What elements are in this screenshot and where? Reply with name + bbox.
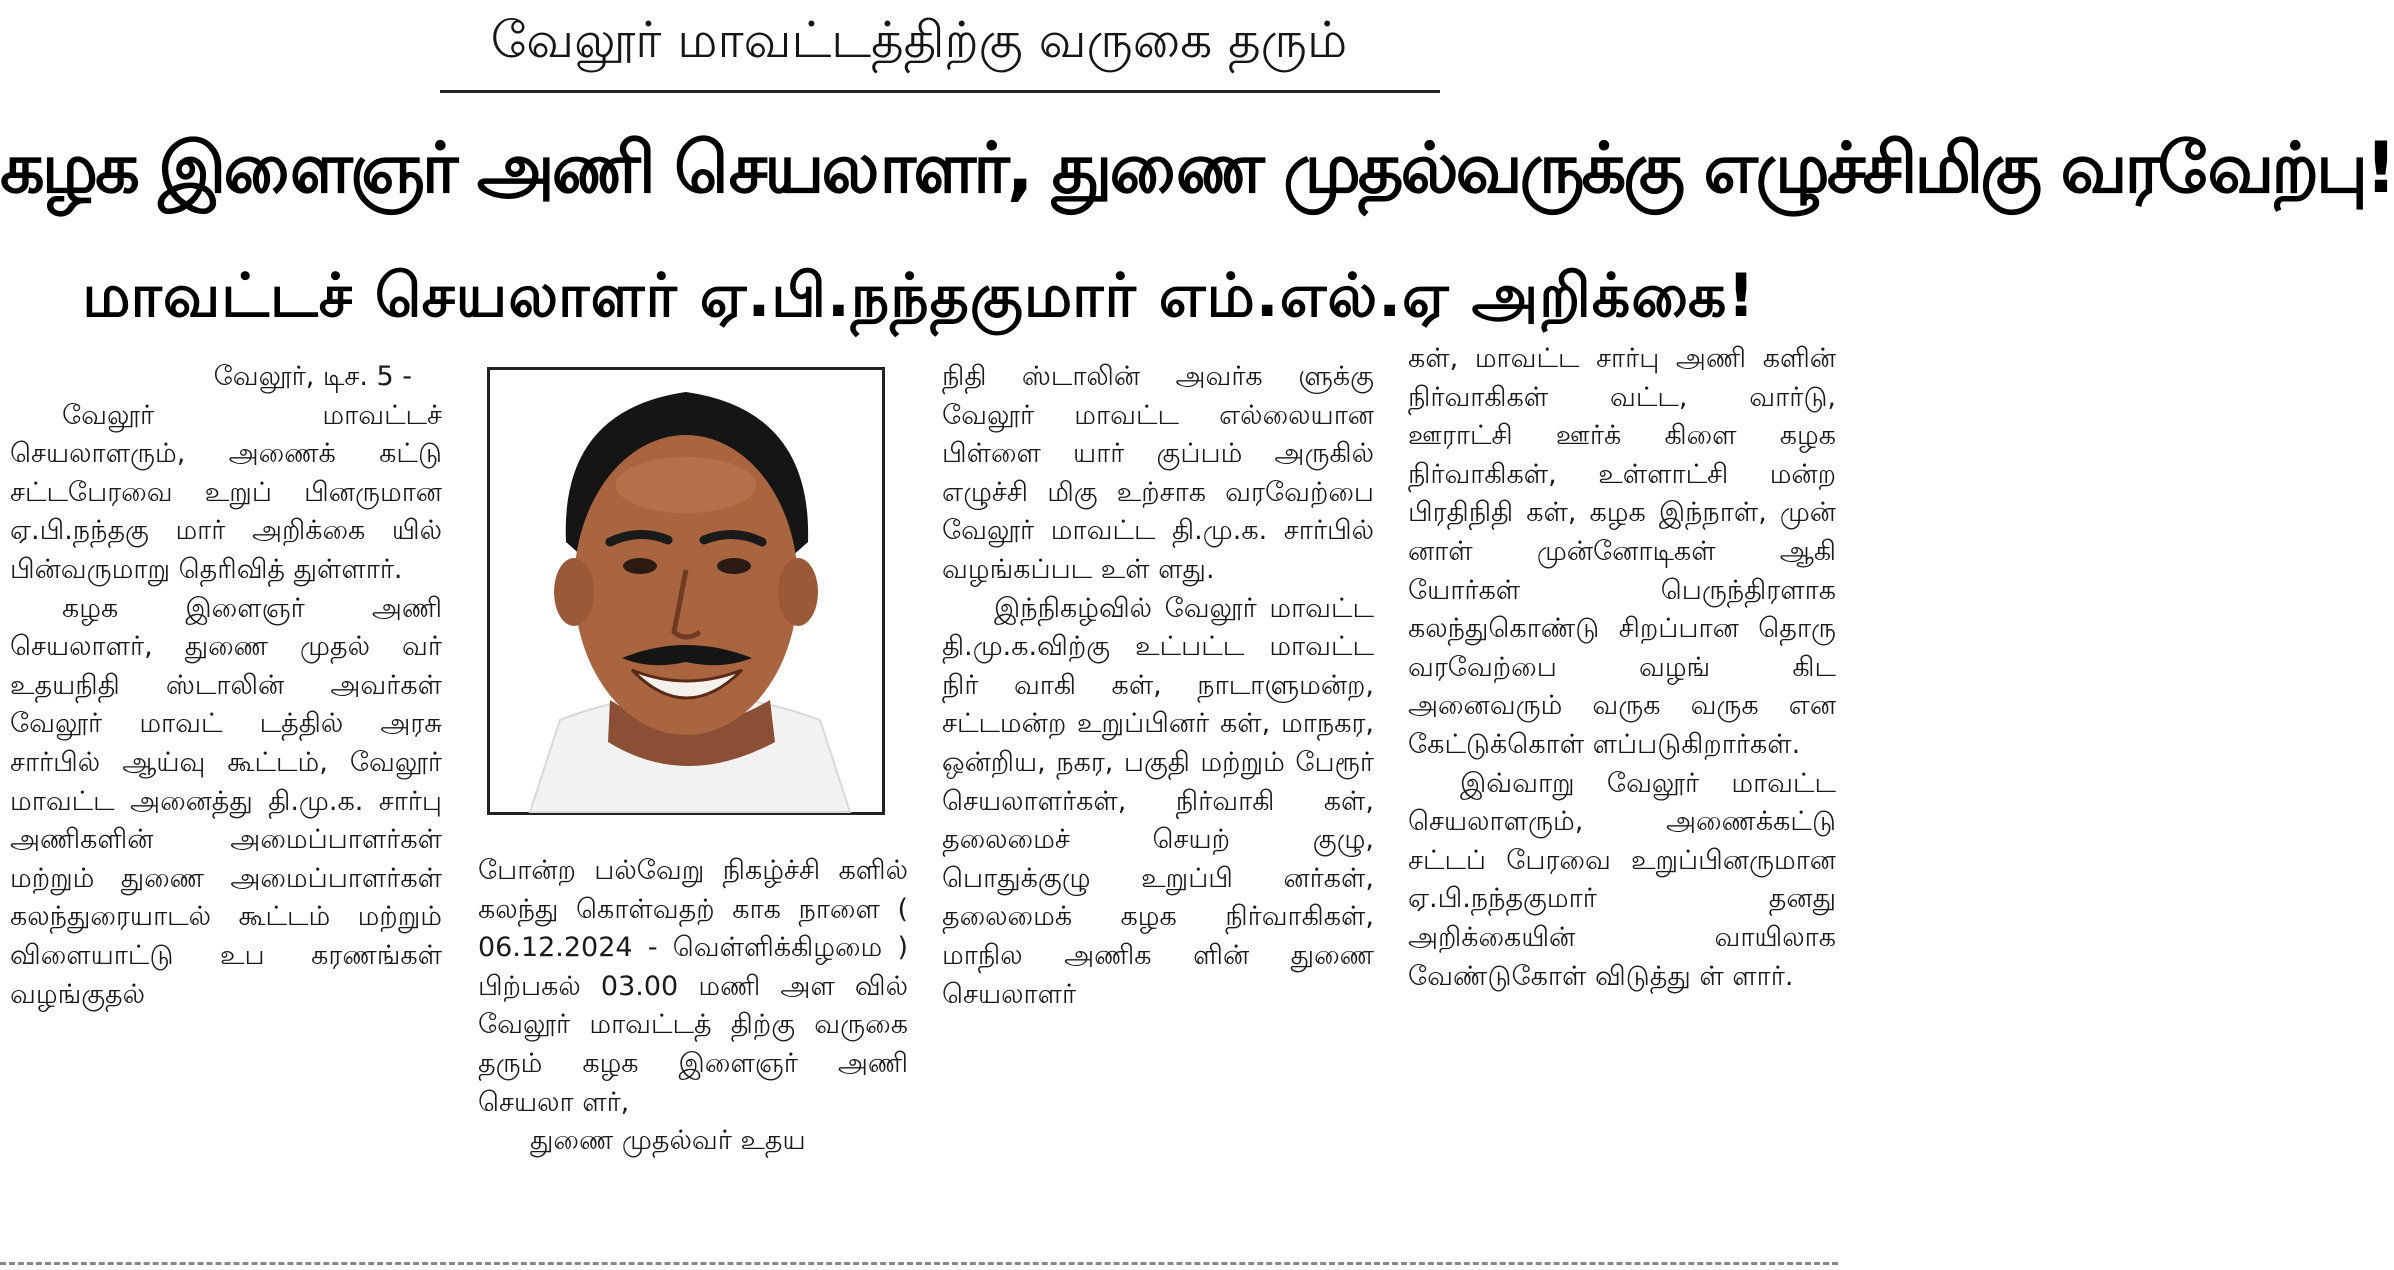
article-column-2	[478, 852, 908, 1161]
article-column-4	[1408, 340, 1836, 996]
paragraph: கழக இளைஞர் அணி செயலாளர், துணை முதல் வர் உதயநிதி ஸ்டாலின் அவர்கள் வேலூர் மாவட் டத்தில் அரசு சார்பில் ஆய்வு கூட்டம், வேலூர் மாவட்ட அனைத்து தி.மு.க. சார்பு அணிகளின் அமைப்பாளர்கள் மற்றும் துணை அமைப்பாளர்கள் கலந்துரையாடல் கூட்டம் மற்றும் விளையாட்டு உப கரணங்கள் வழங்குதல்	[10, 592, 442, 1010]
bottom-divider	[0, 1262, 1838, 1265]
portrait-image	[490, 370, 882, 812]
subheadline: மாவட்டச் செயலாளர் ஏ.பி.நந்தகுமார் எம்.எல்.ஏ அறிக்கை!	[82, 261, 1756, 331]
paragraph: போன்ற பல்வேறு நிகழ்ச்சி களில் கலந்து கொள்வதற் காக நாளை ( 06.12.2024 - வெள்ளிக்கிழமை ) பிற்பகல் 03.00 மணி அள வில் வேலூர் மாவட்டத் திற்கு வருகை தரும் கழக இளைஞர் அணி செயலா ளர்,	[478, 855, 908, 1118]
paragraph: துணை முதல்வர் உதய	[530, 1125, 806, 1157]
article-column-1	[10, 358, 442, 1014]
paragraph: இந்நிகழ்வில் வேலூர் மாவட்ட தி.மு.க.விற்கு உட்பட்ட மாவட்ட நிர் வாகி கள், நாடாளுமன்ற, சட்டமன்ற உறுப்பினர் கள், மாநகர, ஒன்றிய, நகர, பகுதி மற்றும் பேரூர் செயலாளர்கள், நிர்வாகி கள், தலைமைச் செயற் குழு, பொதுக்குழு உறுப்பி னர்கள், தலைமைக் கழக நிர்வாகிகள், மாநில அணிக ளின் துணை செயலாளர்	[942, 592, 1374, 1010]
paragraph: வேலூர் மாவட்டச் செயலாளரும், அணைக் கட்டு சட்டபேரவை உறுப் பினருமான ஏ.பி.நந்தகு மார் அறிக்கை யில் பின்வருமாறு தெரிவித் துள்ளார்.	[10, 399, 442, 585]
dateline: வேலூர், டிச. 5 -	[213, 361, 412, 392]
article-column-3	[942, 358, 1374, 1014]
kicker-underline	[440, 90, 1440, 93]
paragraph: இவ்வாறு வேலூர் மாவட்ட செயலாளரும், அணைக்கட்டு சட்டப் பேரவை உறுப்பினருமான ஏ.பி.நந்தகுமார் தனது அறிக்கையின் வாயிலாக வேண்டுகோள் விடுத்து ள் ளார்.	[1408, 767, 1836, 992]
portrait-photo	[487, 367, 885, 815]
headline: கழக இளைஞர் அணி செயலாளர், துணை முதல்வருக்கு எழுச்சிமிகு வரவேற்பு!	[0, 127, 2394, 209]
kicker-title: வேலூர் மாவட்டத்திற்கு வருகை தரும்	[490, 11, 1348, 69]
paragraph: நிதி ஸ்டாலின் அவர்க ளுக்கு வேலூர் மாவட்ட எல்லையான பிள்ளை யார் குப்பம் அருகில் எழுச்சி மிகு உற்சாக வரவேற்பை வேலூர் மாவட்ட தி.மு.க. சார்பில் வழங்கப்பட உள் ளது.	[942, 361, 1374, 585]
paragraph: கள், மாவட்ட சார்பு அணி களின் நிர்வாகிகள் வட்ட, வார்டு, ஊராட்சி ஊர்க் கிளை கழக நிர்வாகிகள், உள்ளாட்சி மன்ற பிரதிநிதி கள், கழக இந்நாள், முன் னாள் முன்னோடிகள் ஆகி யோர்கள் பெருந்திரளாக கலந்துகொண்டு சிறப்பான தொரு வரவேற்பை வழங் கிட அனைவரும் வருக வருக என கேட்டுக்கொள் ளப்படுகிறார்கள்.	[1408, 343, 1836, 760]
